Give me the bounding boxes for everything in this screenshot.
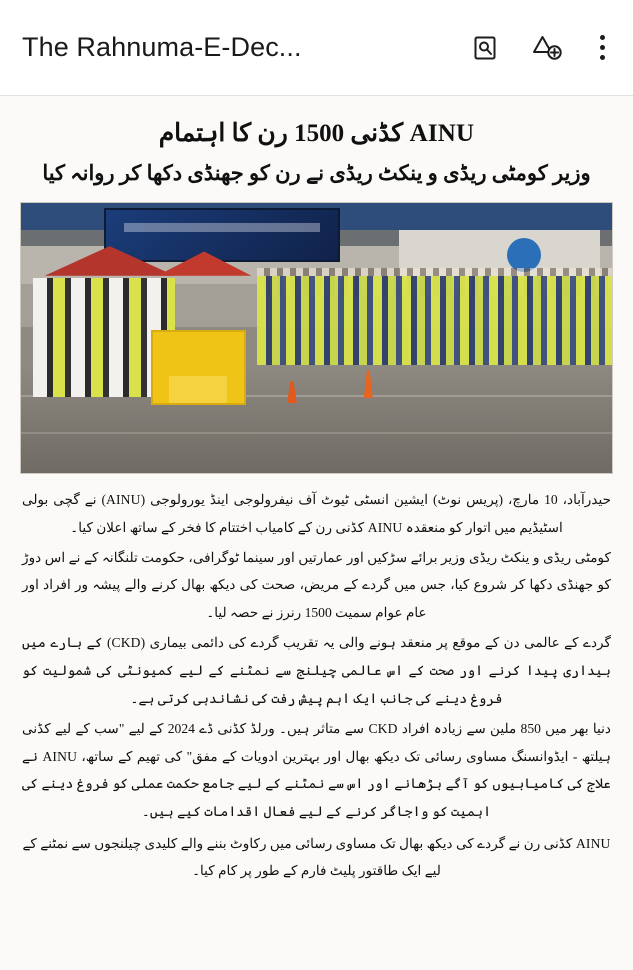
article-headline: AINU کڈنی 1500 رن کا اہتمام (158, 120, 475, 147)
more-options-icon (600, 55, 605, 60)
more-options-icon (600, 45, 605, 50)
app-bar (0, 0, 633, 96)
photo-crowd-runners (257, 276, 612, 368)
app-bar-actions (465, 28, 619, 68)
scan-text-icon (473, 35, 497, 61)
scan-text-button[interactable] (465, 28, 505, 68)
document-content (12, 110, 621, 962)
article-subheadline: وزیر کومٹی ریڈی و ینکٹ ریڈی نے رن کو جھنڈی دکھا کر روانہ کیا (42, 160, 591, 185)
more-options-button[interactable] (589, 28, 615, 68)
more-options-icon (600, 35, 605, 40)
photo-podium (151, 330, 246, 406)
document-page[interactable] (0, 96, 633, 970)
add-to-drive-icon (532, 35, 562, 61)
article-photo (20, 202, 613, 474)
article-photo-image (21, 203, 612, 473)
article-paragraph: حیدرآباد، 10 مارچ، (پریس نوٹ) ایشین انسٹی ٹیوٹ آف نیفرولوجی اینڈ یورولوجی (AINU) نے گچی بولی اسٹیڈیم میں اتوار کو منعقدہ AINU کڈنی رن کے کامیاب اختتام کا فخر کے ساتھ اعلان کیا۔ (22, 491, 611, 535)
article-paragraph: کومٹی ریڈی و ینکٹ ریڈی وزیر برائے سڑکیں اور عمارتیں اور سینما ٹوگرافی، حکومت تلنگانہ کے نے اس دوڑ کو جھنڈی دکھا کر شروع کیا، جس میں گردے کے مریض، صحت کی دیکھ بھال کرنے والے پیشہ ور افراد اور عام عوام سمیت 1500 رنرز نے حصہ لیا۔ (22, 549, 611, 621)
add-to-drive-button[interactable] (527, 28, 567, 68)
article-paragraph: گردے کے عالمی دن کے موقع پر منعقد ہونے والی یہ تقریب گردے کی دائمی بیماری (CKD) کے بارے میں بیداری پیدا کرنے اور صحت کے اس عالمی چیلنج سے نمٹنے کے لیے کمیونٹی کی شمولیت کو فروغ دینے کی جانب ایک اہم پیش رفت کی نشاندہی کرتی ہے۔ (22, 635, 612, 706)
photo-stage-banner (104, 208, 340, 262)
article-body (12, 484, 621, 895)
article-paragraph: دنیا بھر میں 850 ملین سے زیادہ افراد CKD سے متاثر ہیں۔ ورلڈ کڈنی ڈے 2024 کے لیے "سب کے لیے کڈنی ہیلتھ - ایڈوانسنگ مساوی رسائی تک دیکھ بھال اور بہترین ادویات کے مفق" کی تھیم کے ساتھ، AINU نے علاج کی کامیابیوں کو آگے بڑھانے اور اس سے نمٹنے کے لیے جامع حکمت عملی کو فروغ دینے کی اہمیت کو واجاگر کرنے کے لیے فعال اقدامات کیے ہیں۔ (22, 720, 611, 820)
page-title: The Rahnuma-E-Dec... (22, 32, 302, 62)
article-paragraph: AINU کڈنی رن نے گردے کی دیکھ بھال تک مساوی رسائی میں رکاوٹ بننے والے کلیدی چیلنجوں سے نمٹنے کے لیے ایک طاقتور پلیٹ فارم کے طور پر کام کیا۔ (22, 836, 611, 879)
